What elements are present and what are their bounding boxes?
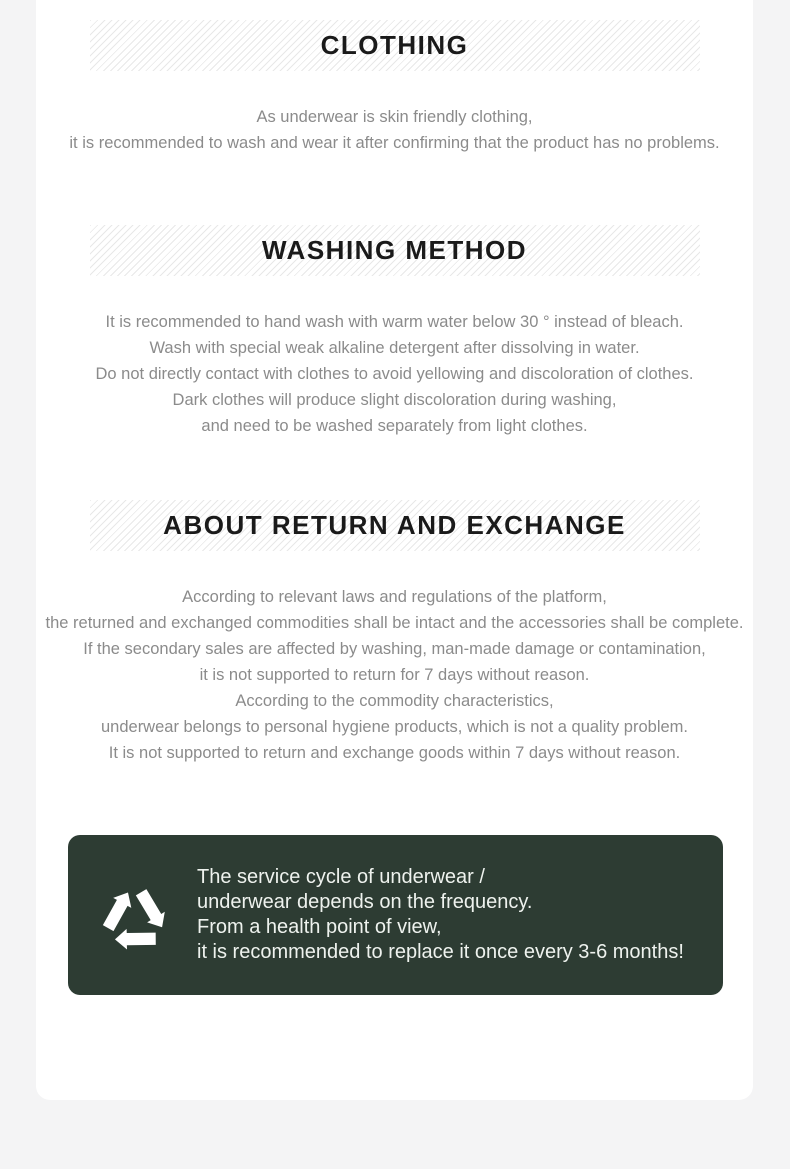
paragraph-line: underwear belongs to personal hygiene products, which is not a quality problem.	[100, 718, 688, 736]
notice-line: underwear depends on the frequency.	[197, 891, 533, 913]
section-paragraph-washing-method	[36, 309, 753, 439]
section-title-return-exchange: ABOUT RETURN AND EXCHANGE	[163, 510, 626, 540]
section-header-band-washing-method	[90, 225, 700, 276]
paragraph-line: If the secondary sales are affected by washing, man-made damage or contamination,	[83, 640, 706, 658]
paragraph-line: and need to be washed separately from light clothes.	[201, 417, 588, 435]
paragraph-line: It is not supported to return and exchange goods within 7 days without reason.	[108, 744, 681, 762]
content-card	[36, 0, 753, 1100]
section-paragraph-clothing	[36, 104, 753, 156]
notice-line: it is recommended to replace it once every 3-6 months!	[197, 941, 684, 963]
section-title-washing-method: WASHING METHOD	[261, 235, 528, 265]
section-paragraph-return-exchange	[36, 584, 753, 766]
paragraph-line: As underwear is skin friendly clothing,	[256, 108, 533, 126]
recycle-icon	[88, 868, 182, 962]
paragraph-line: Dark clothes will produce slight discoloration during washing,	[172, 391, 617, 409]
notice-line: From a health point of view,	[197, 916, 442, 938]
section-title-clothing: CLOTHING	[320, 30, 469, 60]
paragraph-line: According to the commodity characteristics,	[235, 692, 554, 710]
paragraph-line: Wash with special weak alkaline detergent after dissolving in water.	[149, 339, 640, 357]
paragraph-line: It is recommended to hand wash with warm water below 30 ° instead of bleach.	[105, 313, 684, 331]
paragraph-line: it is recommended to wash and wear it after confirming that the product has no problems.	[69, 134, 720, 152]
paragraph-line: it is not supported to return for 7 days without reason.	[199, 666, 590, 684]
paragraph-line: the returned and exchanged commodities shall be intact and the accessories shall be complete.	[45, 614, 744, 632]
paragraph-line: According to relevant laws and regulations of the platform,	[182, 588, 607, 606]
section-header-band-clothing	[90, 20, 700, 71]
section-header-band-return-exchange	[90, 500, 700, 551]
notice-box	[68, 835, 723, 995]
notice-text-block	[197, 865, 723, 965]
paragraph-line: Do not directly contact with clothes to avoid yellowing and discoloration of clothes.	[95, 365, 694, 383]
notice-line: The service cycle of underwear /	[197, 866, 485, 888]
